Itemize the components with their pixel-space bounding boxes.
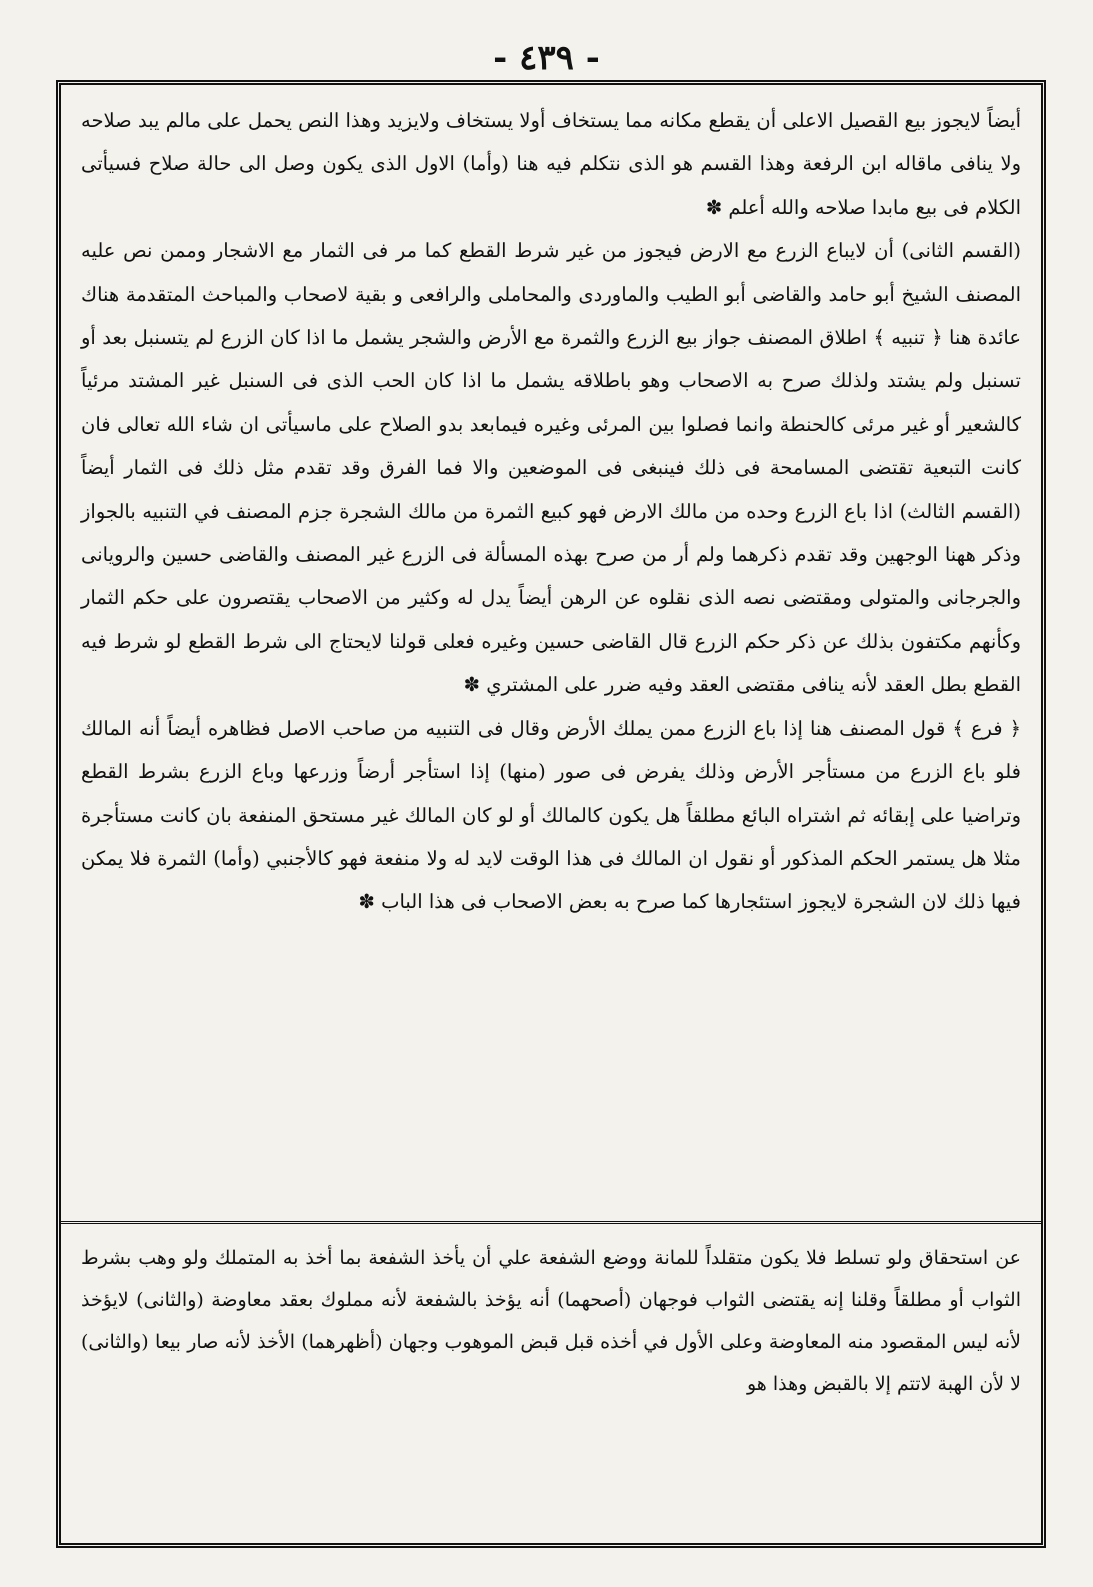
footnote-text bbox=[81, 1237, 1021, 1537]
paragraph-3: ﴿ فرع ﴾ قول المصنف هنا إذا باع الزرع ممن يملك الأرض وقال فى التنبيه من صاحب الاصل فظاهره أيضاً أنه المالك فلو باع الزرع من مستأجر الأرض وذلك يفرض فى صور (منها) إذا استأجر أرضاً وزرعها وباع الزرع بشرط القطع وتراضيا على إبقائه ثم اشتراه البائع مطلقاً هل يكون كالمالك أو لو كان المالك غير مستحق المنفعة بان كانت مستأجرة مثلا هل يستمر الحكم المذكور أو نقول ان المالك فى هذا الوقت لايد له ولا منفعة فهو كالأجنبي (وأما) الثمرة فلا يمكن فيها ذلك لان الشجرة لايجوز استئجارها كما صرح به بعض الاصحاب فى هذا الباب ✽ bbox=[81, 716, 1021, 914]
page-number: - ٤٣٩ - bbox=[493, 38, 600, 78]
main-text bbox=[81, 99, 1021, 1219]
paragraph-2: (القسم الثانى) أن لايباع الزرع مع الارض فيجوز من غير شرط القطع كما مر فى الثمار مع الاشجار وممن نص عليه المصنف الشيخ أبو حامد والقاضى أبو الطيب والماوردى والمحاملى والرافعى و بقية لاصحاب والمباحث المتقدمة هناك عائدة هنا ﴿ تنبيه ﴾ اطلاق المصنف جواز بيع الزرع والثمرة مع الأرض والشجر يشمل ما اذا كان الزرع لم يتسنبل بعد أو تسنبل ولم يشتد ولذلك صرح به الاصحاب وهو باطلاقه يشمل ما اذا كان الحب الذى فى السنبل غير المشتد مرئياً كالشعير أو غير مرئى كالحنطة وانما فصلوا بين المرئى وغيره فيمابعد بدو الصلاح على ماسيأتى ان شاء الله تعالى فان كانت التبعية تقتضى المسامحة فى ذلك فينبغى فى الموضعين والا فما الفرق وقد تقدم مثل ذلك فى الثمار أيضاً (القسم الثالث) اذا باع الزرع وحده من مالك الارض فهو كبيع الثمرة من مالك الشجرة جزم المصنف في التنبيه بالجواز وذكر ههنا الوجهين وقد تقدم ذكرهما ولم أر من صرح بهذه المسألة فى الزرع غير المصنف والقاضى حسين والرويانى والجرجانى والمتولى ومقتضى نصه الذى نقلوه عن الرهن أيضاً يدل له وكثير من الاصحاب يقتصرون على حكم الثمار وكأنهم مكتفون بذلك عن ذكر حكم الزرع قال القاضى حسين وغيره فعلى قولنا لايحتاج الى شرط القطع لو شرط فيه القطع بطل العقد لأنه ينافى مقتضى العقد وفيه ضرر على المشتري ✽ bbox=[81, 239, 1021, 697]
page-frame bbox=[56, 80, 1046, 1548]
footnote-paragraph: عن استحقاق ولو تسلط فلا يكون متقلداً للمانة ووضع الشفعة علي أن يأخذ الشفعة بما أخذ به المتملك ولو وهب بشرط الثواب أو مطلقاً وقلنا إنه يقتضى الثواب فوجهان (أصحهما) أنه يؤخذ بالشفعة لأنه مملوك بعقد معاوضة (والثانى) لايؤخذ لأنه ليس المقصود منه المعاوضة وعلى الأول في أخذه قبل قبض الموهوب وجهان (أظهرهما) الأخذ لأنه صار بيعا (والثانى) لا لأن الهبة لاتتم إلا بالقبض وهذا هو bbox=[81, 1247, 1021, 1395]
footnote-separator bbox=[61, 1221, 1041, 1224]
paragraph-1: أيضاً لايجوز بيع القصيل الاعلى أن يقطع مكانه مما يستخاف أولا يستخاف ولايزيد وهذا النص يحمل على مالم يبد صلاحه ولا ينافى ماقاله ابن الرفعة وهذا القسم هو الذى نتكلم فيه هنا (وأما) الاول الذى يكون وصل الى حالة صلاح فسيأتى الكلام فى بيع مابدا صلاحه والله أعلم ✽ bbox=[81, 109, 1021, 219]
